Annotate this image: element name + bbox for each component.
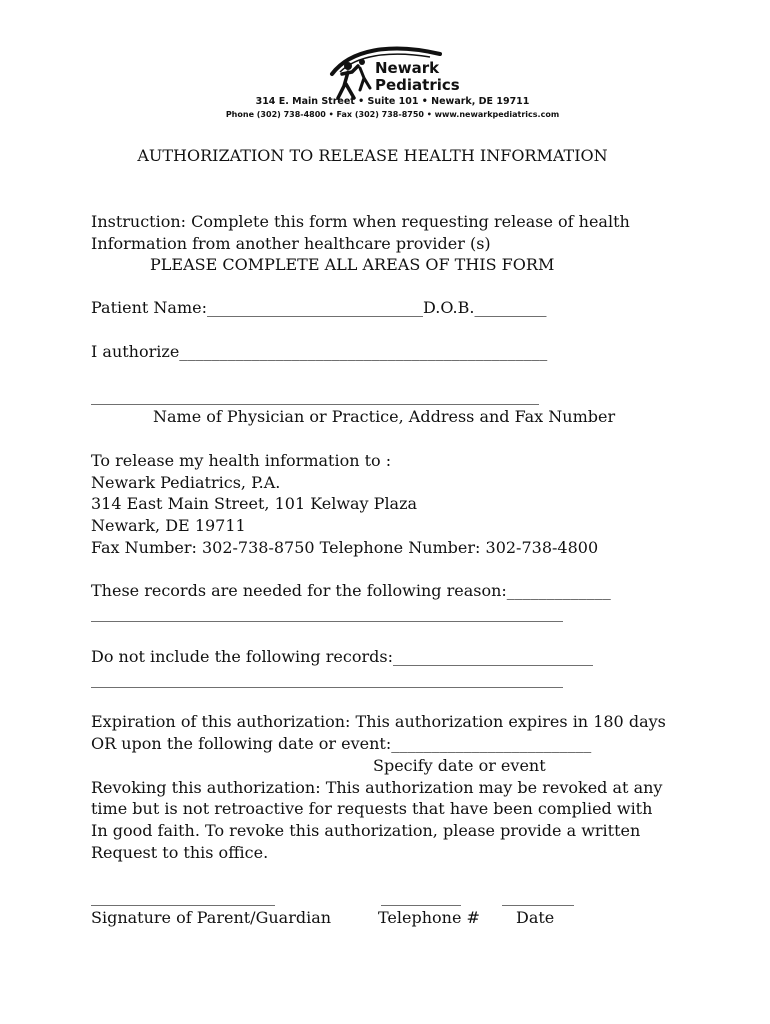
form-title: AUTHORIZATION TO RELEASE HEALTH INFORMATION: [137, 146, 608, 165]
physician-address-field[interactable]: ________________________________________________________: [91, 386, 539, 405]
brand-name-line2: Pediatrics: [375, 76, 460, 94]
revoke-line-4: Request to this office.: [91, 843, 269, 862]
expiration-line-1: Expiration of this authorization: This authorization expires in 180 days: [91, 712, 666, 731]
instruction-line-3: PLEASE COMPLETE ALL AREAS OF THIS FORM: [150, 255, 555, 274]
telephone-field[interactable]: __________: [381, 887, 461, 906]
brand-name-line1: Newark: [375, 59, 440, 77]
letterhead-contact: Phone (302) 738-4800 • Fax (302) 738-8750 • www.newarkpediatrics.com: [225, 110, 560, 119]
expiration-caption: Specify date or event: [373, 756, 546, 775]
signature-field[interactable]: _______________________: [91, 887, 275, 906]
revoke-line-2: time but is not retroactive for requests that have been complied with: [91, 799, 653, 818]
recipient-name: Newark Pediatrics, P.A.: [91, 473, 281, 492]
letterhead-address: 314 E. Main Street • Suite 101 • Newark, DE 19711: [255, 96, 530, 107]
patient-name-dob-field[interactable]: Patient Name:___________________________D.O.B._________: [91, 298, 547, 317]
authorize-field[interactable]: I authorize______________________________________________: [91, 342, 548, 361]
recipient-street: 314 East Main Street, 101 Kelway Plaza: [91, 494, 418, 513]
instruction-line-2: Information from another healthcare provider (s): [91, 234, 491, 253]
revoke-line-3: In good faith. To revoke this authorization, please provide a written: [91, 821, 641, 840]
instruction-line-1: Instruction: Complete this form when requesting release of health: [91, 212, 630, 231]
reason-field[interactable]: These records are needed for the following reason:_____________: [91, 581, 611, 600]
exclude-records-blank-field[interactable]: ___________________________________________________________: [91, 669, 563, 688]
physician-caption: Name of Physician or Practice, Address and Fax Number: [153, 407, 616, 426]
reason-blank-field[interactable]: ___________________________________________________________: [91, 603, 563, 622]
date-field[interactable]: _________: [502, 887, 574, 906]
telephone-label: Telephone #: [378, 908, 480, 927]
date-label: Date: [516, 908, 555, 927]
release-to-label: To release my health information to :: [91, 451, 392, 470]
expiration-date-field[interactable]: OR upon the following date or event:_________________________: [91, 734, 592, 753]
revoke-line-1: Revoking this authorization: This authorization may be revoked at any: [91, 778, 663, 797]
signature-label: Signature of Parent/Guardian: [91, 908, 332, 927]
exclude-records-field[interactable]: Do not include the following records:_________________________: [91, 647, 593, 666]
recipient-phones: Fax Number: 302-738-8750 Telephone Number: 302-738-4800: [91, 538, 599, 557]
recipient-city: Newark, DE 19711: [91, 516, 246, 535]
